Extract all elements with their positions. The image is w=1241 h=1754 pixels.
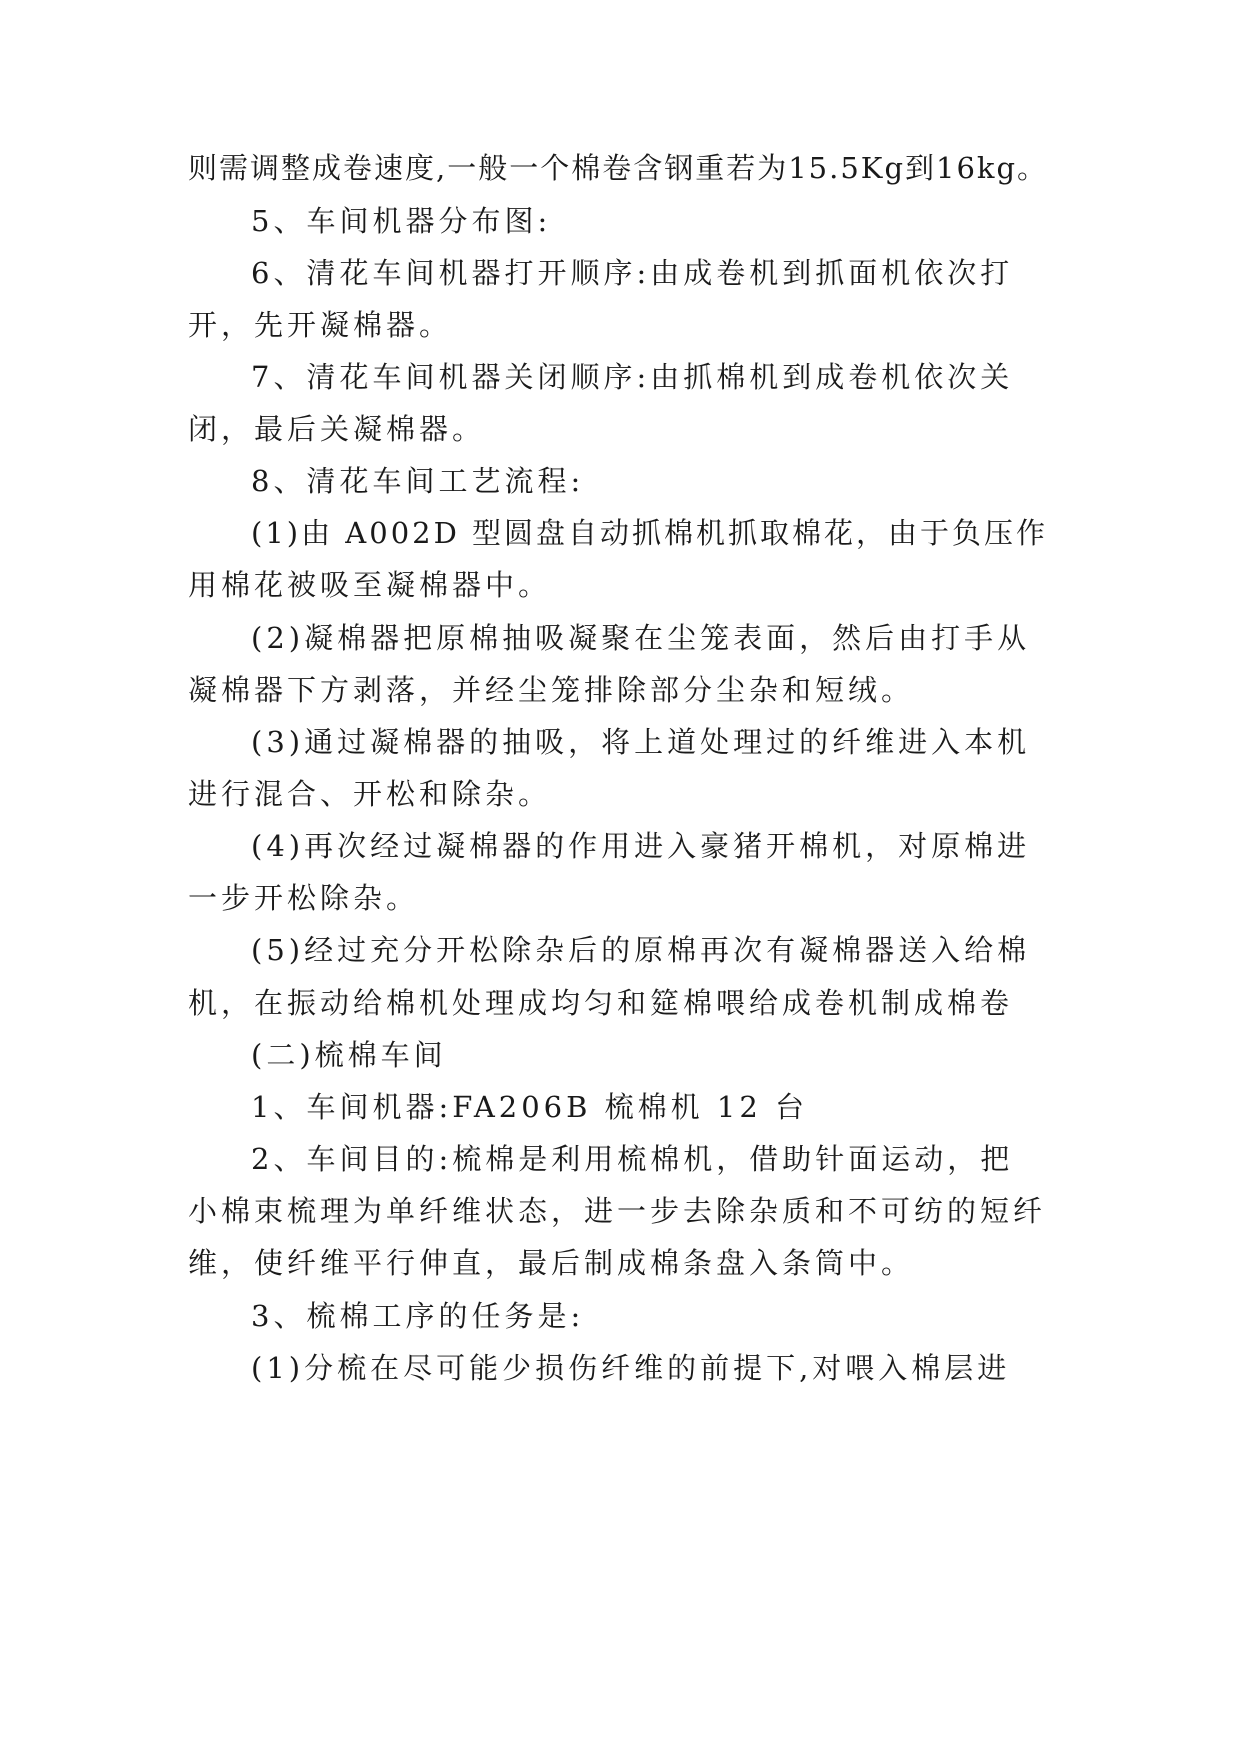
text-line: 则需调整成卷速度,一般一个棉卷含钢重若为15.5Kg到16kg。 bbox=[188, 151, 1049, 185]
text-line: 一步开松除杂。 bbox=[188, 881, 420, 915]
text-line: (1)分梳在尽可能少损伤纤维的前提下,对喂入棉层进 bbox=[251, 1351, 1011, 1385]
text-line: (1)由 A002D 型圆盘自动抓棉机抓取棉花，由于负压作 bbox=[251, 516, 1049, 550]
text-line: 进行混合、开松和除杂。 bbox=[188, 777, 552, 811]
section-heading: (二)梳棉车间 bbox=[251, 1038, 447, 1072]
text-line: (4)再次经过凝棉器的作用进入豪猪开棉机，对原棉进 bbox=[251, 829, 1031, 863]
text-line: 维，使纤维平行伸直，最后制成棉条盘入条筒中。 bbox=[188, 1246, 915, 1280]
text-line: (2)凝棉器把原棉抽吸凝聚在尘笼表面，然后由打手从 bbox=[251, 621, 1031, 655]
text-line: 8、清花车间工艺流程: bbox=[251, 464, 585, 498]
text-line: 凝棉器下方剥落，并经尘笼排除部分尘杂和短绒。 bbox=[188, 673, 915, 707]
text-line: 机，在振动给棉机处理成均匀和筵棉喂给成卷机制成棉卷 bbox=[188, 986, 1014, 1020]
text-line: 5、车间机器分布图: bbox=[251, 204, 552, 238]
text-line: 7、清花车间机器关闭顺序:由抓棉机到成卷机依次关 bbox=[251, 360, 1014, 394]
text-line: 闭，最后关凝棉器。 bbox=[188, 412, 486, 446]
text-line: (3)通过凝棉器的抽吸，将上道处理过的纤维进入本机 bbox=[251, 725, 1031, 759]
text-line: 小棉束梳理为单纤维状态，进一步去除杂质和不可纺的短纤 bbox=[188, 1194, 1047, 1228]
text-line: 1、车间机器:FA206B 梳棉机 12 台 bbox=[251, 1090, 808, 1124]
text-line: 开，先开凝棉器。 bbox=[188, 308, 453, 342]
text-line: 用棉花被吸至凝棉器中。 bbox=[188, 568, 552, 602]
text-line: 3、梳棉工序的任务是: bbox=[251, 1299, 585, 1333]
text-line: 2、车间目的:梳棉是利用梳棉机，借助针面运动，把 bbox=[251, 1142, 1014, 1176]
text-line: (5)经过充分开松除杂后的原棉再次有凝棉器送入给棉 bbox=[251, 933, 1031, 967]
text-line: 6、清花车间机器打开顺序:由成卷机到抓面机依次打 bbox=[251, 256, 1014, 290]
